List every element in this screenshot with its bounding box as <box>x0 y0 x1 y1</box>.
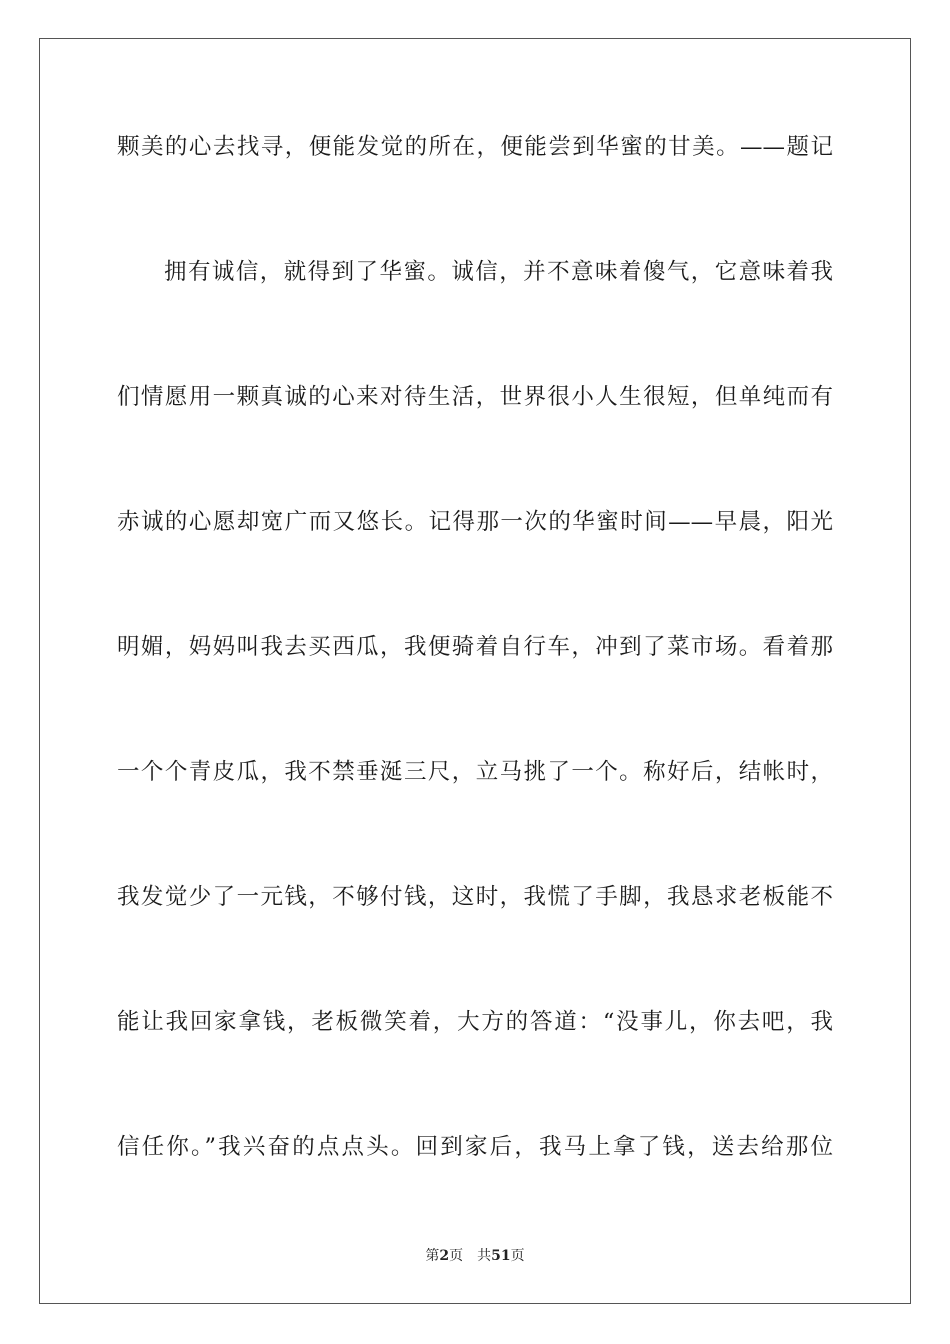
text-line-4: 赤诚的心愿却宽广而又悠长。记得那一次的华蜜时间——早晨，阳光 <box>117 509 833 535</box>
page-prefix: 第 <box>425 1248 440 1264</box>
text-line-7: 我发觉少了一元钱，不够付钱，这时，我慌了手脚，我恳求老板能不 <box>117 884 833 910</box>
text-line-2: 拥有诚信，就得到了华蜜。诚信，并不意味着傻气，它意味着我 <box>164 259 833 285</box>
page-total: 51 <box>491 1248 511 1264</box>
total-suffix: 页 <box>510 1248 525 1264</box>
total-prefix: 共 <box>477 1248 492 1264</box>
page-suffix: 页 <box>449 1248 464 1264</box>
page-border <box>39 38 911 1304</box>
page-footer <box>0 1246 950 1266</box>
text-line-9: 信任你。”我兴奋的点点头。回到家后，我马上拿了钱，送去给那位 <box>117 1134 833 1160</box>
text-line-8: 能让我回家拿钱，老板微笑着，大方的答道：“没事儿，你去吧，我 <box>117 1009 833 1035</box>
text-line-1: 颗美的心去找寻，便能发觉的所在，便能尝到华蜜的甘美。——题记 <box>117 134 833 160</box>
page-current: 2 <box>439 1248 450 1264</box>
text-line-5: 明媚，妈妈叫我去买西瓜，我便骑着自行车，冲到了菜市场。看着那 <box>117 634 833 660</box>
text-line-3: 们情愿用一颗真诚的心来对待生活，世界很小人生很短，但单纯而有 <box>117 384 833 410</box>
text-line-6: 一个个青皮瓜，我不禁垂涎三尺，立马挑了一个。称好后，结帐时， <box>117 759 833 785</box>
